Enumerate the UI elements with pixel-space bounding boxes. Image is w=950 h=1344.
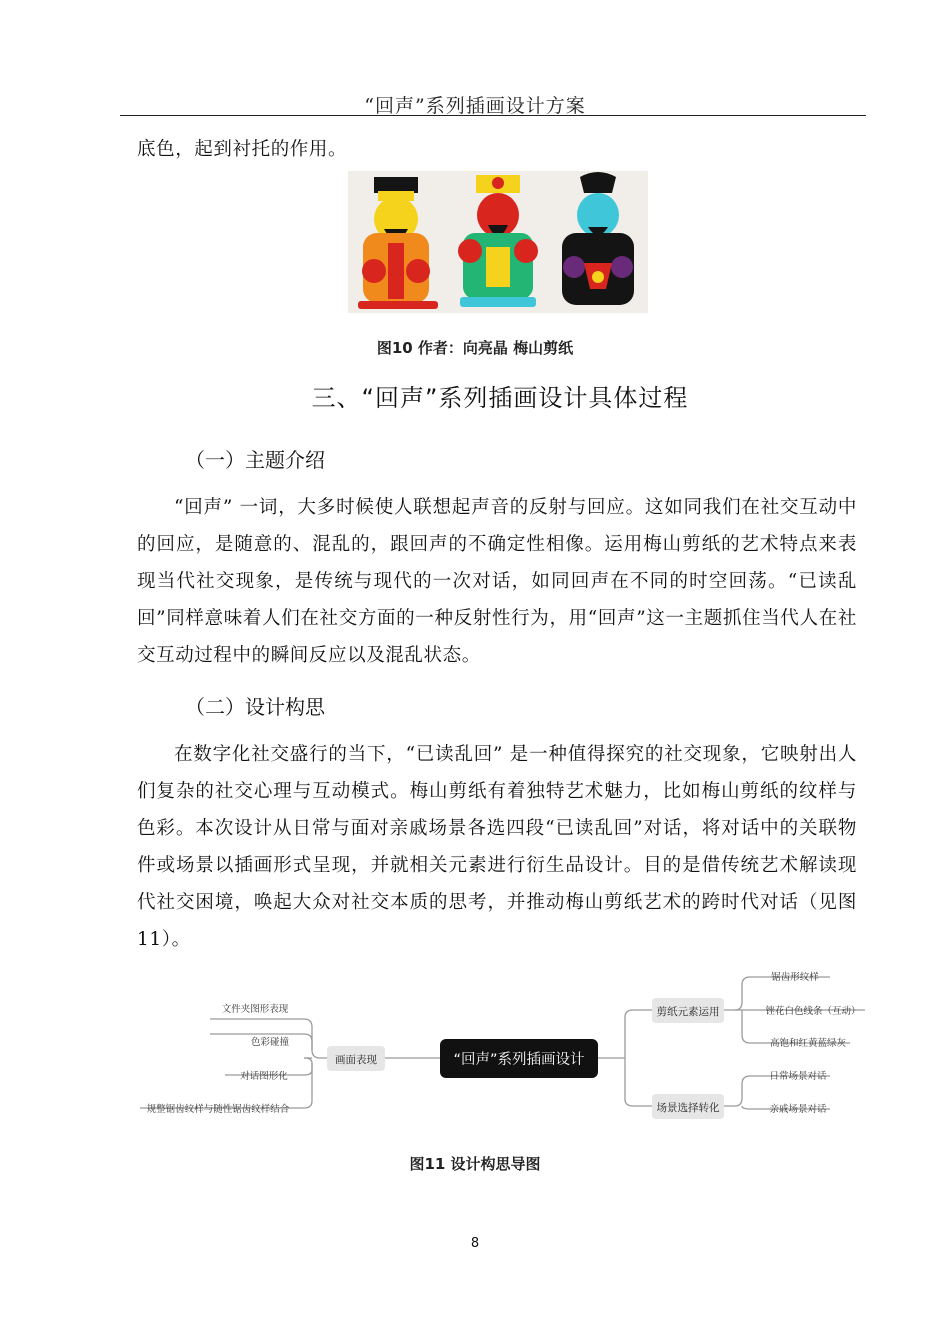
mindmap-right-leaf: 日常场景对话 [769,1071,827,1082]
intro-line: 底色，起到衬托的作用。 [137,139,348,160]
mindmap-right-branch-label: 场景选择转化 [656,1102,720,1114]
mindmap-diagram [130,955,870,1135]
figure-10-caption: 图10 作者：向亮晶 梅山剪纸 [376,339,574,357]
mindmap-left-leaf: 色彩碰撞 [250,1037,290,1048]
subsection-1-paragraph: “回声” 一词，大多时候使人联想起声音的反射与回应。这如同我们在社交互动中的回应，是随意的、混乱的，跟回声的不确定性相像。运用梅山剪纸的艺术特点来表现当代社交现象，是传统与现代的一次对话，如同回声在不同的时空回荡。“已读乱回”同样意味着人们在社交方面的一种反射性行为，用“回声”这一主题抓住当代人在社交互动过程中的瞬间反应以及混乱状态。 [137,497,857,666]
mindmap-right-leaf: 高饱和红黄蓝绿灰 [769,1038,847,1049]
mindmap-center-label: “回声”系列插画设计 [453,1052,585,1068]
section-3-title: 三、“回声”系列插画设计具体过程 [311,384,689,412]
subsection-1-title: （一）主题介绍 [185,448,325,472]
mindmap-right-leaf: 亲戚场景对话 [769,1104,827,1115]
running-header: “回声”系列插画设计方案 [364,95,586,117]
mindmap-right-leaf: 锯齿形纹样 [771,972,819,983]
subsection-2-paragraph: 在数字化社交盛行的当下，“已读乱回” 是一种值得探究的社交现象，它映射出人们复杂的社交心理与互动模式。梅山剪纸有着独特艺术魅力，比如梅山剪纸的纹样与色彩。本次设计从日常与面对亲戚场景各选四段“已读乱回”对话，将对话中的关联物件或场景以插画形式呈现，并就相关元素进行衍生品设计。目的是借传统艺术解读现代社交困境，唤起大众对社交本质的思考，并推动梅山剪纸艺术的跨时代对话（见图11）。 [137,744,857,950]
figure-10-image [348,171,648,313]
header-rule [120,115,866,116]
figure-11-caption: 图11 设计构思导图 [409,1155,541,1173]
page-number: 8 [470,1236,480,1251]
subsection-2-title: （二）设计构思 [185,695,325,719]
mindmap-right-branch-label: 剪纸元素运用 [656,1006,720,1018]
mindmap-left-leaf: 规整锯齿纹样与随性锯齿纹样结合 [146,1104,290,1115]
mindmap-right-leaf: 锉花白色线条（互动） [765,1006,861,1017]
mindmap-left-leaf: 对话图形化 [240,1071,288,1082]
mindmap-left-leaf: 文件夹图形表现 [221,1004,289,1015]
mindmap-left-branch-label: 画面表现 [335,1054,377,1066]
